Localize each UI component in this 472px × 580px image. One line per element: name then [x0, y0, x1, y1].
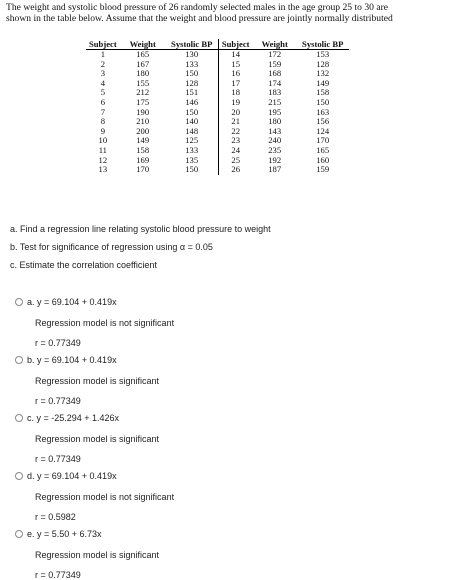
cell-weight: 183	[268, 87, 282, 98]
table-row	[86, 69, 349, 79]
cell-subject: 16	[218, 69, 253, 79]
option-label: b. y = 69.104 + 0.419x	[27, 355, 117, 365]
option-correlation: r = 0.77349	[35, 396, 81, 406]
cell-subject: 15	[218, 60, 253, 70]
cell-systolic-bp: 165	[316, 144, 330, 155]
cell-weight: 187	[268, 164, 282, 175]
table-row	[86, 165, 349, 175]
option-significance: Regression model is significant	[35, 376, 160, 386]
option-correlation: r = 0.77349	[35, 454, 81, 464]
header-subject-1: Subject	[86, 39, 120, 50]
cell-subject: 24	[218, 146, 253, 156]
table-row	[86, 108, 349, 118]
cell-subject: 22	[218, 127, 253, 137]
cell-subject: 21	[218, 117, 253, 127]
cell-weight: 172	[268, 49, 282, 59]
cell-weight: 169	[136, 154, 150, 165]
cell-weight: 195	[268, 106, 282, 117]
table-row	[86, 98, 349, 108]
cell-subject: 23	[218, 136, 253, 146]
option-significance: Regression model is not significant	[35, 318, 175, 328]
cell-subject: 4	[100, 77, 105, 88]
cell-weight: 149	[136, 135, 150, 146]
cell-weight: 190	[136, 106, 150, 117]
table-row	[86, 117, 349, 127]
cell-systolic-bp: 159	[316, 164, 330, 175]
cell-subject: 2	[100, 58, 105, 69]
cell-systolic-bp: 124	[316, 125, 330, 136]
radio-button[interactable]	[15, 472, 23, 480]
cell-weight: 180	[136, 68, 150, 79]
cell-systolic-bp: 128	[316, 58, 330, 69]
table-row	[86, 50, 349, 60]
cell-systolic-bp: 158	[316, 87, 330, 98]
cell-weight: 168	[268, 68, 282, 79]
table-header-row	[86, 39, 349, 50]
questions	[10, 224, 271, 278]
cell-subject: 7	[100, 106, 105, 117]
cell-weight: 240	[268, 135, 282, 146]
cell-systolic-bp: 156	[316, 116, 330, 127]
option-correlation: r = 0.77349	[35, 338, 81, 348]
cell-systolic-bp: 133	[185, 58, 199, 69]
cell-systolic-bp: 150	[185, 164, 199, 175]
cell-subject: 6	[100, 96, 105, 107]
cell-subject: 10	[98, 135, 108, 146]
cell-systolic-bp: 150	[185, 106, 199, 117]
cell-weight: 143	[268, 125, 282, 136]
cell-subject: 9	[100, 125, 105, 136]
question-a: a. Find a regression line relating systolic blood pressure to weight	[10, 224, 271, 234]
cell-weight: 235	[268, 144, 282, 155]
cell-subject: 18	[218, 88, 253, 98]
cell-systolic-bp: 170	[316, 135, 330, 146]
cell-systolic-bp: 125	[185, 135, 199, 146]
cell-subject: 19	[218, 98, 253, 108]
cell-subject: 25	[218, 156, 253, 166]
option-significance: Regression model is not significant	[35, 492, 175, 502]
cell-subject: 3	[100, 68, 105, 79]
data-table	[86, 39, 349, 175]
cell-weight: 155	[136, 77, 150, 88]
question-b: b. Test for significance of regression using α = 0.05	[10, 242, 213, 252]
cell-subject: 26	[218, 165, 253, 175]
header-weight-2: Weight	[253, 39, 297, 50]
cell-weight: 212	[136, 87, 150, 98]
table-row	[86, 60, 349, 70]
cell-systolic-bp: 151	[185, 87, 199, 98]
cell-systolic-bp: 148	[185, 125, 199, 136]
option-significance: Regression model is significant	[35, 550, 160, 560]
cell-weight: 200	[136, 125, 150, 136]
problem-statement	[6, 2, 468, 24]
table-row	[86, 79, 349, 89]
table-row	[86, 146, 349, 156]
header-subject-2: Subject	[218, 39, 253, 50]
cell-systolic-bp: 140	[185, 116, 199, 127]
cell-weight: 180	[268, 116, 282, 127]
cell-weight: 170	[136, 164, 150, 175]
cell-weight: 159	[268, 58, 282, 69]
header-systolic-bp-1: Systolic BP	[166, 39, 219, 50]
radio-button[interactable]	[15, 356, 23, 364]
option-correlation: r = 0.77349	[35, 570, 81, 580]
option-label: c. y = -25.294 + 1.426x	[27, 413, 120, 423]
table-row	[86, 156, 349, 166]
cell-systolic-bp: 149	[316, 77, 330, 88]
cell-weight: 192	[268, 154, 282, 165]
cell-subject: 8	[100, 116, 105, 127]
radio-button[interactable]	[15, 530, 23, 538]
problem-line-2: shown in the table below. Assume that the weight and blood pressure are jointly normally distributed	[6, 13, 393, 24]
table-row	[86, 136, 349, 146]
problem-line-1: The weight and systolic blood pressure of 26 randomly selected males in the age group 25 to 30 are	[6, 2, 389, 13]
cell-weight: 167	[136, 58, 150, 69]
cell-subject: 12	[98, 154, 108, 165]
cell-systolic-bp: 150	[316, 96, 330, 107]
cell-systolic-bp: 135	[185, 154, 199, 165]
option-label: a. y = 69.104 + 0.419x	[27, 297, 117, 307]
option-label: d. y = 69.104 + 0.419x	[27, 471, 117, 481]
question-c: c. Estimate the correlation coefficient	[10, 260, 157, 270]
cell-weight: 175	[136, 96, 150, 107]
cell-systolic-bp: 130	[185, 49, 199, 59]
cell-weight: 165	[136, 49, 150, 59]
table-row	[86, 88, 349, 98]
cell-subject: 17	[218, 79, 253, 89]
header-systolic-bp-2: Systolic BP	[297, 39, 349, 50]
cell-subject: 1	[100, 49, 105, 59]
header-weight-1: Weight	[120, 39, 166, 50]
cell-weight: 174	[268, 77, 282, 88]
cell-systolic-bp: 128	[185, 77, 199, 88]
option-significance: Regression model is significant	[35, 434, 160, 444]
radio-button[interactable]	[15, 298, 23, 306]
cell-subject: 11	[98, 144, 107, 155]
cell-subject: 20	[218, 108, 253, 118]
cell-systolic-bp: 133	[185, 144, 199, 155]
cell-systolic-bp: 160	[316, 154, 330, 165]
cell-weight: 158	[136, 144, 150, 155]
cell-systolic-bp: 132	[316, 68, 330, 79]
option-label: e. y = 5.50 + 6.73x	[27, 529, 102, 539]
table-row	[86, 127, 349, 137]
cell-systolic-bp: 146	[185, 96, 199, 107]
radio-button[interactable]	[15, 414, 23, 422]
cell-weight: 210	[136, 116, 150, 127]
option-correlation: r = 0.5982	[35, 512, 76, 522]
cell-subject: 14	[218, 50, 253, 60]
cell-systolic-bp: 163	[316, 106, 330, 117]
cell-subject: 13	[98, 164, 108, 175]
cell-systolic-bp: 153	[316, 49, 330, 59]
cell-weight: 215	[268, 96, 282, 107]
cell-systolic-bp: 150	[185, 68, 199, 79]
cell-subject: 5	[100, 87, 105, 98]
